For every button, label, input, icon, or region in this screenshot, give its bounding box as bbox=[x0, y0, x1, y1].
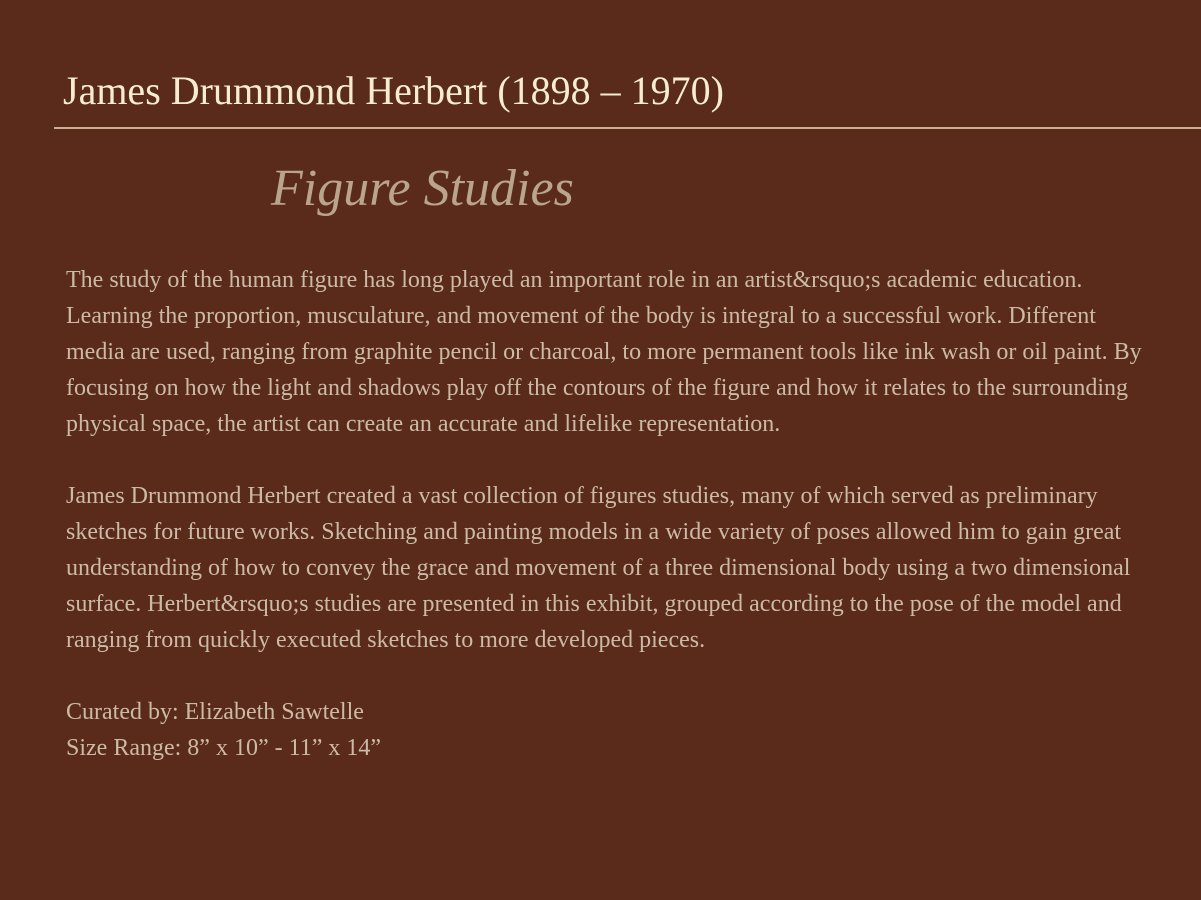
size-range-line: Size Range: 8” x 10” - 11” x 14” bbox=[66, 735, 382, 761]
title-divider bbox=[54, 127, 1201, 129]
paragraph-herbert: James Drummond Herbert created a vast collection of figures studies, many of which served as preliminary sketches for future works. Sketching and painting models in a wide variety of poses allowed him to gain great understanding of how to convey the grace and movement of a three dimensional body using a two dimensional surface. Herbert&rsquo;s studies are presented in this exhibit, grouped according to the pose of the model and ranging from quickly executed sketches to more developed pieces. bbox=[66, 483, 1131, 653]
exhibit-description bbox=[66, 262, 1156, 766]
curator-line: Curated by: Elizabeth Sawtelle bbox=[66, 699, 364, 725]
credits bbox=[66, 694, 1156, 766]
page-title: James Drummond Herbert (1898 – 1970) bbox=[63, 68, 724, 113]
section-subtitle: Figure Studies bbox=[271, 160, 574, 217]
paragraph-intro: The study of the human figure has long played an important role in an artist&rsquo;s academic education. Learning the proportion, musculature, and movement of the body is integral to a successful work. Different media are used, ranging from graphite pencil or charcoal, to more permanent tools like ink wash or oil paint. By focusing on how the light and shadows play off the contours of the figure and how it relates to the surrounding physical space, the artist can create an accurate and lifelike representation. bbox=[66, 267, 1142, 437]
